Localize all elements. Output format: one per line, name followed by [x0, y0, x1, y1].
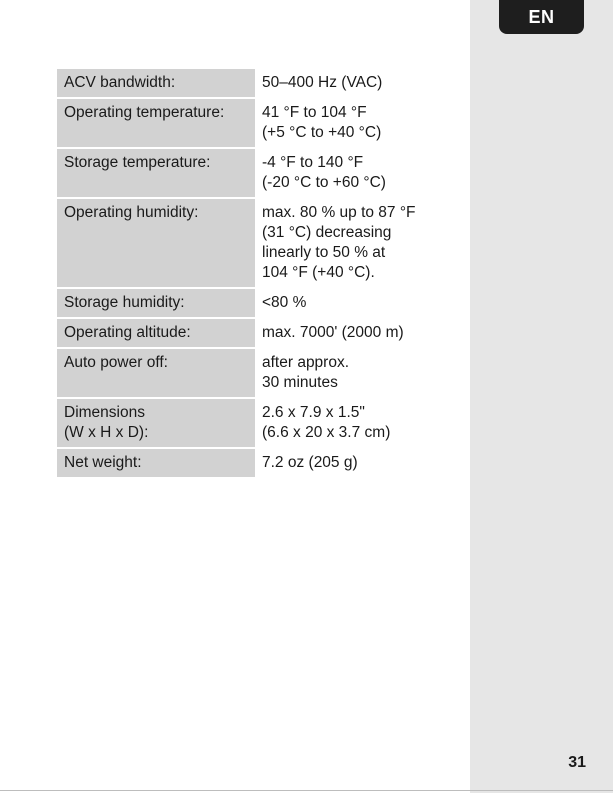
spec-row-operating-humidity — [57, 198, 447, 288]
spec-label: Auto power off: — [57, 348, 255, 398]
spec-label: Storage temperature: — [57, 148, 255, 198]
spec-label: Operating humidity: — [57, 198, 255, 288]
spec-row-operating-temperature — [57, 98, 447, 148]
spec-row-storage-humidity — [57, 288, 447, 318]
spec-label: Storage humidity: — [57, 288, 255, 318]
spec-value: 7.2 oz (205 g) — [255, 448, 447, 478]
spec-value: max. 80 % up to 87 °F (31 °C) decreasing linearly to 50 % at 104 °F (+40 °C). — [255, 198, 447, 288]
spec-value: after approx. 30 minutes — [255, 348, 447, 398]
spec-row-dimensions — [57, 398, 447, 448]
spec-row-auto-power-off — [57, 348, 447, 398]
language-tab: EN — [499, 0, 584, 34]
spec-label: ACV bandwidth: — [57, 69, 255, 98]
spec-value: 41 °F to 104 °F (+5 °C to +40 °C) — [255, 98, 447, 148]
spec-value: 2.6 x 7.9 x 1.5" (6.6 x 20 x 3.7 cm) — [255, 398, 447, 448]
spec-value: max. 7000' (2000 m) — [255, 318, 447, 348]
spec-value: -4 °F to 140 °F (-20 °C to +60 °C) — [255, 148, 447, 198]
spec-label: Operating altitude: — [57, 318, 255, 348]
spec-value: 50–400 Hz (VAC) — [255, 69, 447, 98]
spec-label: Operating temperature: — [57, 98, 255, 148]
spec-label: Net weight: — [57, 448, 255, 478]
side-band — [470, 0, 613, 793]
spec-value: <80 % — [255, 288, 447, 318]
specifications-table — [57, 69, 447, 479]
page-number: 31 — [568, 754, 586, 771]
spec-row-net-weight — [57, 448, 447, 478]
spec-row-operating-altitude — [57, 318, 447, 348]
bottom-rule — [0, 790, 613, 791]
spec-label: Dimensions (W x H x D): — [57, 398, 255, 448]
spec-row-acv-bandwidth — [57, 69, 447, 98]
spec-row-storage-temperature — [57, 148, 447, 198]
